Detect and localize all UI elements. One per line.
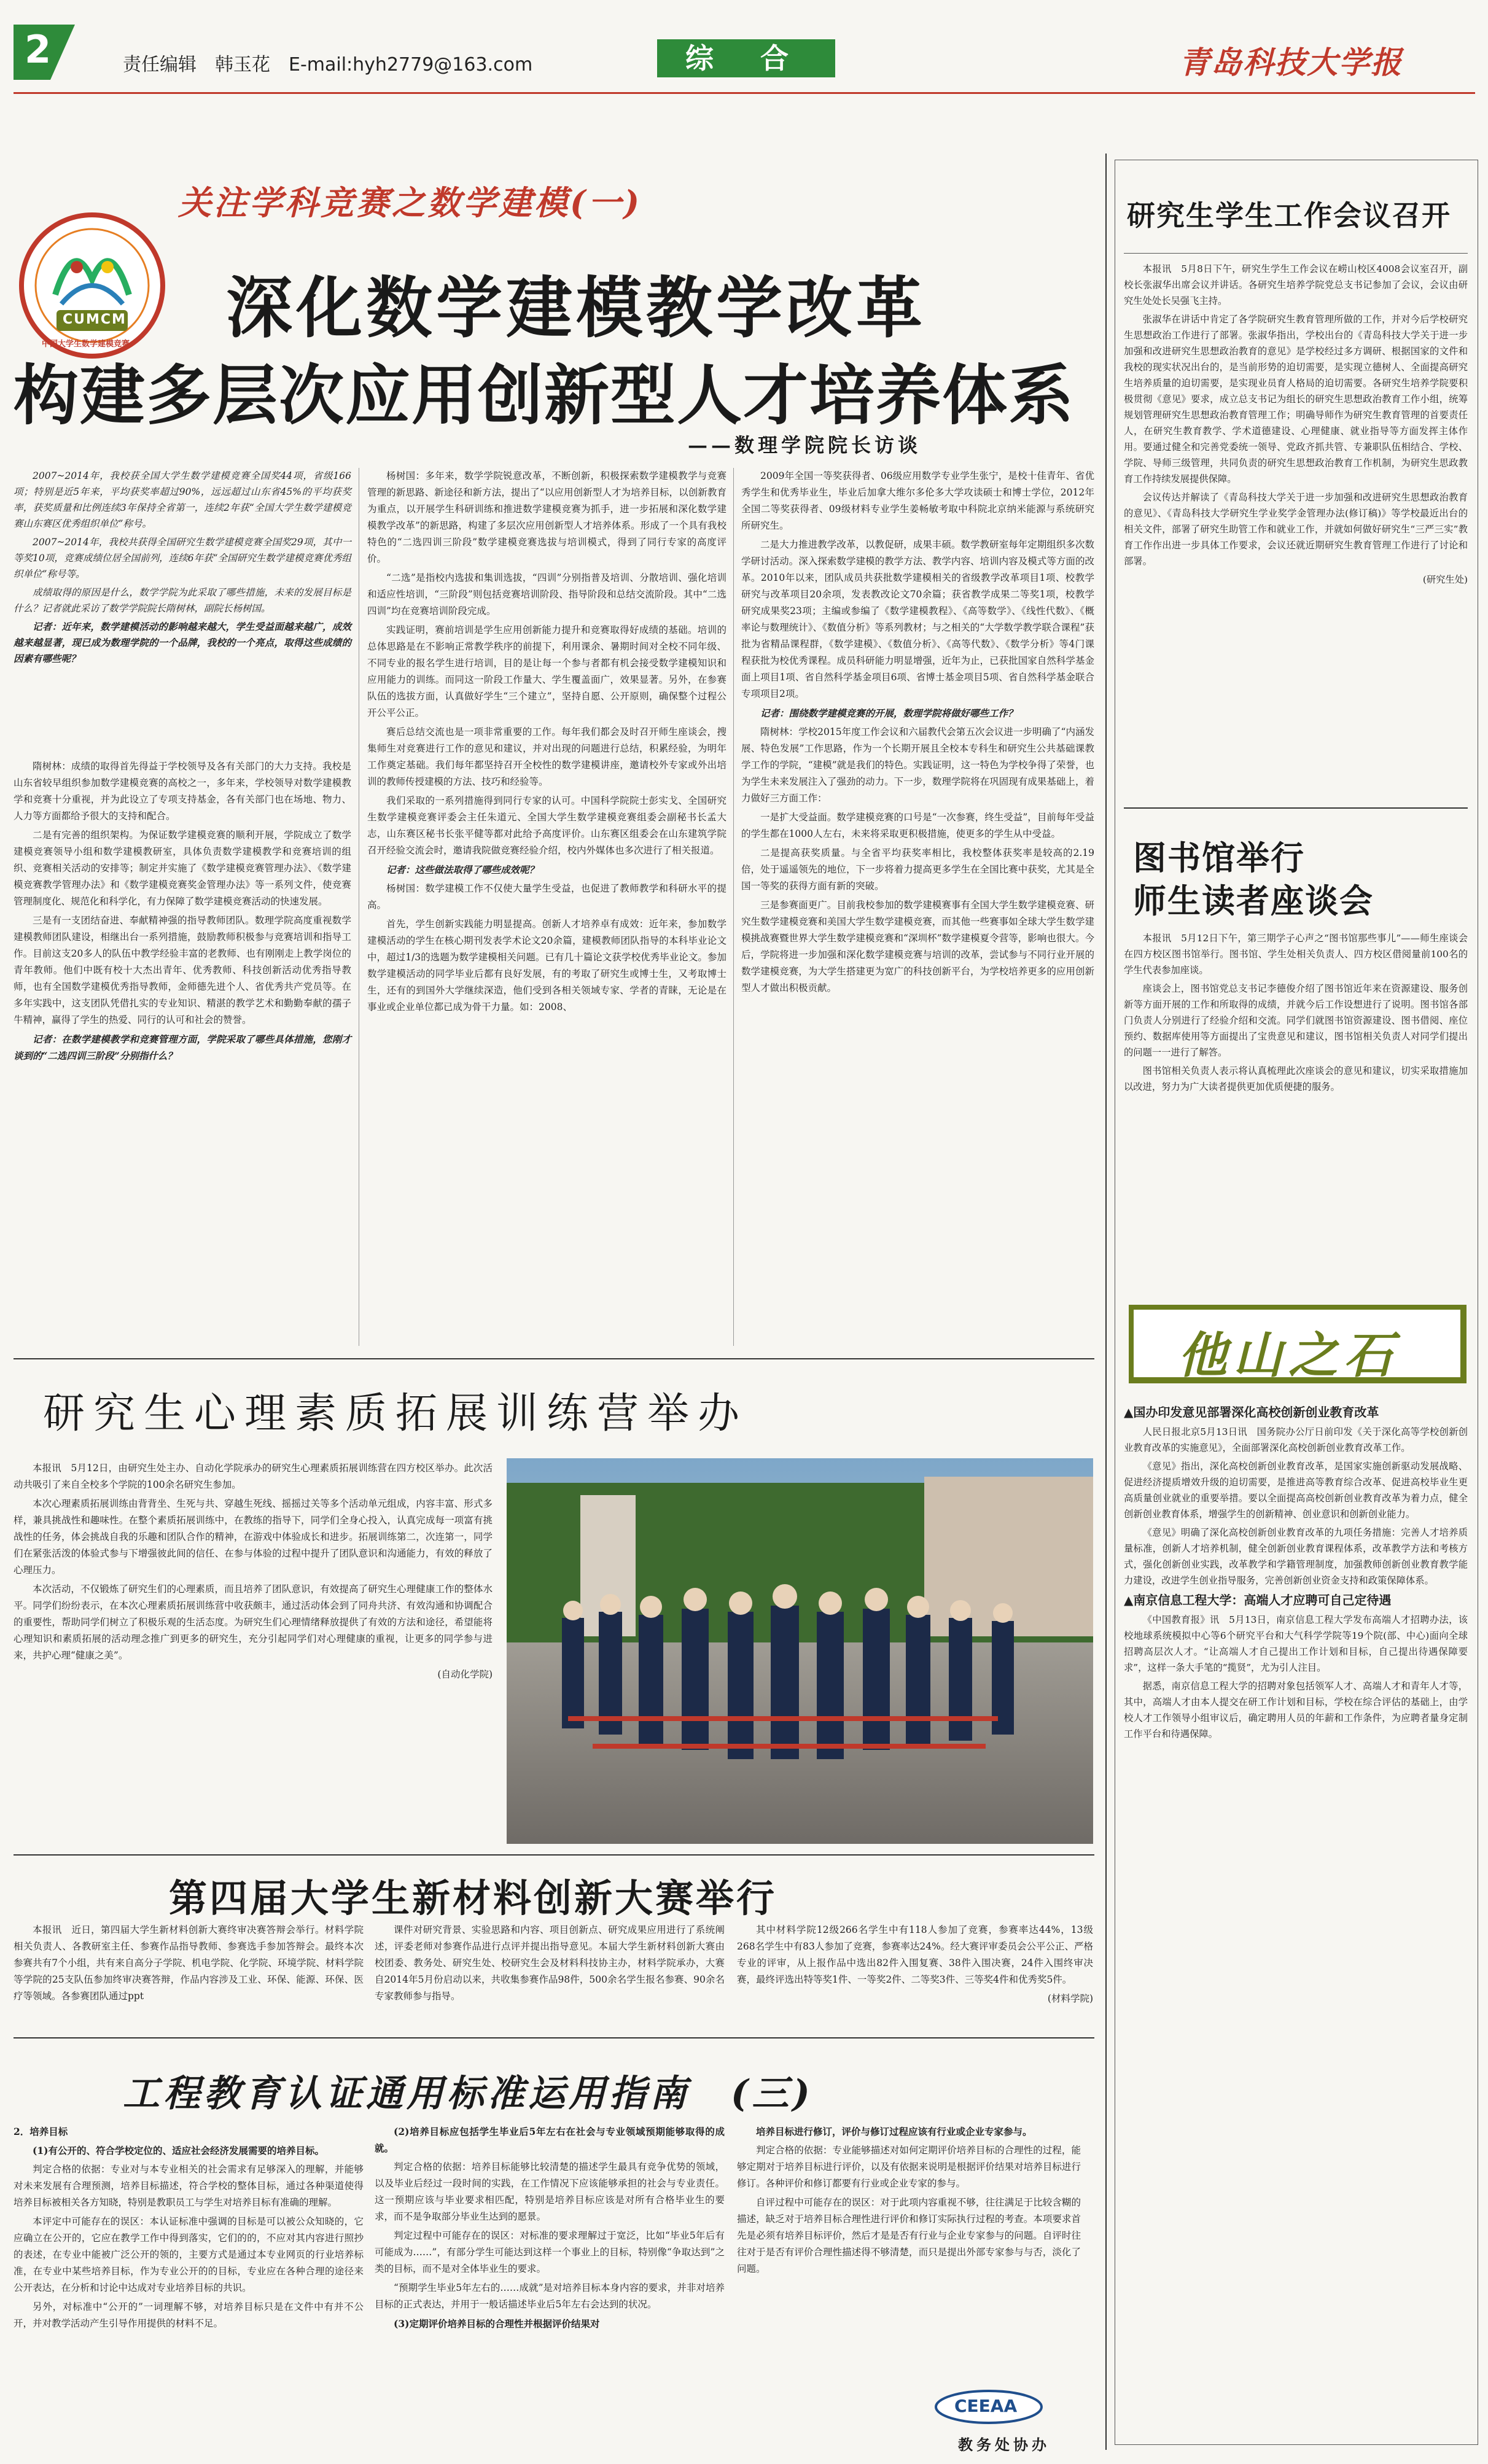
feature-title-2: 构建多层次应用创新型人才培养体系 xyxy=(14,357,1075,433)
ceeaa-logo xyxy=(933,2388,1044,2425)
col2-p6: 杨树国：数学建模工作不仅使大量学生受益，也促进了教师教学和科研水平的提高。 xyxy=(367,883,726,911)
sidebar-divider xyxy=(1105,154,1107,2450)
col1-p1: 隋树林：成绩的取得首先得益于学校领导及各有关部门的大力支持。我校是山东省较早组织参加数学建模竞赛的高校之一，多年来，学校领导对数学建模教学和竞赛十分重视，并为此设立了专项支持基金，各有关部门也在场地、物力、人力等方面都给予很大的支持和配合。 xyxy=(14,761,351,822)
cumcm-logo xyxy=(18,212,166,359)
intro-p1: 2007~2014年，我校获全国大学生数学建模竞赛全国奖44项，省级166项；特别是近5年来，平均获奖率超过90%，远远超过山东省45%的平均获奖率，获奖质量和比例连续3年保持全省第一，连续2年获“全国大学生数学建模竞赛山东赛区优秀组织单位”称号。 xyxy=(14,470,351,529)
col2-p5: 我们采取的一系列措施得到同行专家的认可。中国科学院院士彭实戈、全国研究生数学建模竞赛评委会主任朱道元、全国大学生数学建模竞赛组委会副秘书长孟大志，山东赛区秘书长张平健等都对此给予高度评价。山东赛区组委会在山东建筑学院召开经验交流会时，邀请我院做竞赛经验介绍，校内外媒体也多次进行了相关报道。 xyxy=(367,795,726,856)
news-1-body: 人民日报北京5月13日讯 国务院办公厅日前印发《关于深化高等学校创新创业教育改革的实施意见》，全面部署深化高校创新创业教育改革工作。 xyxy=(1124,1426,1468,1453)
col2-p7: 首先，学生创新实践能力明显提高。创新人才培养卓有成效：近年来，参加数学建模活动的学生在核心期刊发表学术论文20余篇，建模教师团队指导的本科毕业论文中，超过1/3的选题为数学建模相关问题。已有几十篇论文获学校优秀毕业论文。参加数学建模活动的同学毕业后都有良好发展，有的考取了研究生或博士生，又考取博士生，还有的到国外大学继续深造，他们受到各相关领域专家、学者的青睐，无论是在事业或企业单位都已成为骨干力量。如：2008、 xyxy=(367,919,726,1012)
ceeaa-text: CEEAA xyxy=(954,2396,1018,2416)
feature-col2 xyxy=(367,468,726,1018)
col3-p5: 二是提高获奖质量。与全省平均获奖率相比，我校整体获奖率是较高的2.19倍，处于遥遥领先的地位，下一步将着力提高更多学生在全国比赛中获奖，尤其是全国一等奖的获得方面有新的突破。 xyxy=(741,847,1094,892)
grad-body xyxy=(1124,261,1468,590)
psych-p2: 本次心理素质拓展训练由背背坐、生死与共、穿越生死线、摇摇过关等多个活动单元组成，内容丰富、形式多样，兼具挑战性和趣味性。在整个素质拓展训练中，在教练的指导下，同学们全身心投入，认真完成每一项富有挑战性的任务，体会挑战自我的乐趣和团队合作的精神，在游戏中体验成长和进步。拓展训练第二，次连第一，同学们在紧张活泼的体验式参与下增强彼此间的信任、在参与体验的过程中提升了团队意识和沟通能力，有效的释放了心理压力。 xyxy=(14,1498,493,1576)
news-4-body: 《中国教育报》讯 5月13日，南京信息工程大学发布高端人才招聘办法，该校地球系统模拟中心等6个研究平台和大气科学学院等19个院(部、中心)面向全球招聘高层次人才。“让高端人才自己提出工作计划和目标，自己提出待遇保障要求”，这样一条大手笔的“揽贤”，尤为引人注目。 xyxy=(1124,1614,1468,1673)
intro-p2: 2007~2014年，我校共获得全国研究生数学建模竞赛全国奖29项，其中一等奖10项，竞赛成绩位居全国前列，连续6年获“全国研究生数学建模竞赛优秀组织单位”称号等。 xyxy=(14,537,351,580)
col3-p6: 三是参赛面更广。目前我校参加的数学建模赛事有全国大学生数学建模竞赛、研究生数学建模竞赛和美国大学生数学建模竞赛，而其他一些赛事如全球大学生数学建模挑战赛暨世界大学生数学建模竞赛和“深圳杯”数学建模夏令营等，影响也很大。今后，学院将进一步加强和深化数学建模竞赛与培训的改革，尝试参与不同行业开展的数学建模竞赛，为大学生搭建更为宽广的科技创新平台，为学校培养更多的应用创新型人才做出积极贡献。 xyxy=(741,900,1094,993)
news-4-headline: ▲南京信息工程大学：高端人才应聘可自己定待遇 xyxy=(1124,1593,1392,1607)
eng2-p5: (3)定期评价培养目标的合理性并根据评价结果对 xyxy=(394,2318,600,2330)
library-title-2: 师生读者座谈会 xyxy=(1133,881,1374,920)
psych-top-rule xyxy=(14,1358,1094,1359)
materials-top-rule xyxy=(14,1854,1094,1856)
eng3-p2: 判定合格的依据：专业能够描述对如何定期评价培养目标的合理性的过程，能够定期对于培养目标进行评价，以及有依据来说明是根据评价结果对培养目标进行修订。各种评价和修订都要有行业或企业专家的参与。 xyxy=(737,2145,1081,2189)
eng3-p1: 培养目标进行修订，评价与修订过程应该有行业或企业专家参与。 xyxy=(756,2126,1032,2137)
grad-p2: 张淑华在讲话中肯定了各学院研究生教育管理所做的工作，并对今后学校研究生思想政治工作进行了部署。张淑华指出，学校出台的《青岛科技大学关于进一步加强和改进研究生思想政治教育的意见》是学校经过多方调研、根据国家的文件和我校的现实状况出台的，是当前形势的迫切需要，是实现立德树人、全面提高研究生培养质量的迫切需要，是实现业员育人格局的迫切需要。各研究生培养学院要积极贯彻《意见》要求，成立总支书记为组长的研究生思想政治教育工作小组，统筹规划管理研究生思想政治教育管理工作；明确导师作为研究生教育管理的首要责任人，在研究生教育教学、学术道德建设、心理健康、就业指导等方面发挥主体作用。要通过健全和完善党委统一领导、党政齐抓共管、专兼职队伍相结合、学校、学院、导师三级管理，共同负责的研究生思想政治教育工作机制，为研究生思政教育工作持续发展提供保障。 xyxy=(1124,314,1468,484)
eng1-p2: 判定合格的依据：专业对与本专业相关的社会需求有足够深入的理解，并能够对未来发展有合理预测，培养目标描述，符合学校的整体目标，通过各种渠道使得培养目标被相关各方知晓，特别是教职员工与学生对培养目标有准确的理解。 xyxy=(14,2164,364,2208)
engineering-credit: 教务处协办 xyxy=(958,2436,1050,2454)
col3-p4: 一是扩大受益面。数学建模竞赛的口号是“一次参赛，终生受益”，目前每年受益的学生都在1000人左右，未来将采取更积极措施，使更多的学生从中受益。 xyxy=(741,812,1094,839)
intro-question: 记者：近年来，数学建模活动的影响越来越大，学生受益面越来越广，成效越来越显著，现已成为数理学院的一个品牌，我校的一个亮点，取得这些成绩的因素有哪些呢？ xyxy=(14,621,351,664)
eng2-p2: 判定合格的依据：培养目标能够比较清楚的描述学生最具有竞争优势的领域，以及毕业后经过一段时间的实践，在工作情况下应该能够承担的社会与专业责任。这一预期应该与毕业要求相匹配，特别是培养目标应该是对所有合格毕业生的要求，而不是争取部分毕业生达到的愿景。 xyxy=(375,2161,725,2222)
news-list xyxy=(1124,1403,1468,1744)
banner-other-mountain xyxy=(1129,1305,1467,1383)
materials-p1: 本报讯 近日，第四届大学生新材料创新大赛终审决赛答辩会举行。材料学院相关负责人、各教研室主任、参赛作品指导教师、参赛选手参加答辩会。最终本次参赛共有7个小组，共有来自高分子学院、机电学院、化学院、环境学院、材料学院等学院的25支队伍参加终审决赛答辩，作品内容涉及工业、环保、能源、环保、医疗等领域。各参赛团队通过ppt xyxy=(14,1924,364,2002)
feature-intro xyxy=(14,468,351,669)
col1-p3: 三是有一支团结奋进、奉献精神强的指导教师团队。数理学院高度重视数学建模教师团队建设，相继出台一系列措施，鼓励教师积极参与竞赛培训和指导工作。目前这支20多人的队伍中教学经验丰富的老教师、也有刚刚走上教学岗位的青年教师。他们中既有校十大杰出青年、优秀教师、科技创新活动优秀指导教师，也有全国数学建模优秀指导教师，金师德先进个人、省优秀共产党员等。在多年实践中，这支团队凭借扎实的专业知识、精湛的教学艺术和勤勤奉献的孺子牛精神，赢得了学生的热爱、同行的认可和社会的赞誉。 xyxy=(14,915,351,1025)
psych-p3: 本次活动，不仅锻炼了研究生们的心理素质，而且培养了团队意识，有效提高了研究生心理健康工作的整体水平。同学们纷纷表示，在本次心理素质拓展训练营中收获颇丰，通过活动体会到了同舟共济、有效沟通和协调配合的重要性，帮助同学们树立了积极乐观的生活态度。为研究生们心理情绪释放提供了有效的方法和途径，希望能将心理知识和素质拓展的活动理念推广到更多的研究生，充分引起同学们对心理健康的重视，让更多的同学参与进来，共护心理“健康之美”。 xyxy=(14,1584,493,1661)
col1-question: 记者：在数学建模教学和竞赛管理方面，学院采取了哪些具体措施，您刚才谈到的“二选四训三阶段”分别指什么？ xyxy=(14,1033,351,1062)
grad-credit: (研究生处) xyxy=(1422,574,1468,585)
grad-title: 研究生学生工作会议召开 xyxy=(1127,199,1451,232)
eng1-h: 2．培养目标 xyxy=(14,2126,68,2137)
masthead: 青岛科技大学报 xyxy=(1179,44,1403,80)
eng3-p3: 自评过程中可能存在的误区：对于此项内容重视不够，往往满足于比较含糊的描述，缺乏对于培养目标合理性进行评价和修订实际执行过程的考查。本项要求首先是必须有培养目标评价，然后才是是否有行业与企业专家参与的问题。自评时往往对于是否有评价合理性描述得不够清楚，而只是提出外部专家参与与否，淡化了问题。 xyxy=(737,2197,1081,2274)
logo-text: CUMCM xyxy=(63,312,127,327)
engineering-col2 xyxy=(375,2123,725,2334)
materials-credit: (材料学院) xyxy=(1047,1993,1093,2004)
feature-subtitle: ——数理学院院长访谈 xyxy=(688,433,922,457)
library-p3: 图书馆相关负责人表示将认真梳理此次座谈会的意见和建议，切实采取措施加以改进，努力为广大读者提供更加优质便捷的服务。 xyxy=(1124,1065,1468,1092)
news-3-body: 《意见》明确了深化高校创新创业教育改革的九项任务措施：完善人才培养质量标准，创新人才培养机制，健全创新创业教育课程体系，改革教学方法和考核方式，强化创新创业实践，改革教学和学籍管理制度，加强教师创新创业教育教学能力建设，改进学生创业指导服务，完善创新创业资金支持和政策保障体系。 xyxy=(1124,1527,1468,1586)
kicker: 关注学科竞赛之数学建模(一) xyxy=(178,183,642,222)
eng1-p4: 另外，对标准中“公开的”一词理解不够，对培养目标只是在文件中有并不公开，并对教学活动产生引导作用提供的材料不足。 xyxy=(14,2301,364,2329)
col1-p2: 二是有完善的组织架构。为保证数学建模竞赛的顺利开展，学院成立了数学建模竞赛领导小组和数学建模教研室，具体负责数学建模教学和竞赛培训的组织、竞赛相关活动的安排等；制定并实施了《数学建模竞赛管理办法》、《数学建模竞赛教学管理办法》和《数学建模竞赛奖金管理办法》等一系列文件，使竞赛管理制度化、规范化和科学化，有力保障了数学建模竞赛活动的快速发展。 xyxy=(14,830,351,907)
news-5-body: 据悉，南京信息工程大学的招聘对象包括领军人才、高端人才和青年人才等，其中，高端人才由本人提交在研工作计划和目标，学校在综合评估的基础上，由学校人才工作领导小组审议后，确定聘用人员的年薪和工作条件，为应聘者量身定制工作平台和待遇保障。 xyxy=(1124,1681,1468,1739)
col2-p4: 赛后总结交流也是一项非常重要的工作。每年我们都会及时召开师生座谈会，搜集师生对竞赛进行工作的意见和建议，并对出现的问题进行总结，积累经验，为明年工作奠定基础。我们每年都坚持召开全校性的数学建模讲座，邀请校外专家或外出培训的教师传授建模的方法、技巧和经验等。 xyxy=(367,726,726,787)
feature-title-1: 深化数学建模教学改革 xyxy=(226,270,927,347)
grad-p1: 本报讯 5月8日下午，研究生学生工作会议在崂山校区4008会议室召开，副校长张淑华出席会议并讲话。各研究生培养学院党总支书记参加了会议，会议由研究生处处长吴强飞主持。 xyxy=(1124,263,1468,306)
page-number: 2 xyxy=(25,27,52,72)
psych-title: 研究生心理素质拓展训练营举办 xyxy=(43,1389,749,1438)
engineering-col3 xyxy=(737,2123,1081,2280)
col3-question: 记者：围绕数学建模竞赛的开展，数理学院将做好哪些工作？ xyxy=(760,707,1018,719)
page-number-badge xyxy=(14,25,75,80)
eng2-p4: “预期学生毕业5年左右的……成就”是对培养目标本身内容的要求，并非对培养目标的正式表达，并用于一般话描述毕业后5年左右会达到的状况。 xyxy=(375,2282,725,2310)
eng1-p1: (1)有公开的、符合学校定位的、适应社会经济发展需要的培养目标。 xyxy=(33,2145,324,2156)
logo-ring-text: 中国大学生数学建模竞赛 xyxy=(42,340,130,349)
materials-col2 xyxy=(375,1922,725,2007)
materials-p2: 课件对研究背景、实验思路和内容、项目创新点、研究成果应用进行了系统阐述，评委老师对参赛作品进行点评并提出指导意见。本届大学生新材料创新大赛由校团委、教务处、研究生处、校研究生会及材料科技协主办，材料学院承办，大赛自2014年5月份启动以来，共收集参赛作品98件，500余名学生报名参赛、90余名专家教师参与指导。 xyxy=(375,1924,725,2002)
materials-col3 xyxy=(737,1922,1093,2010)
col2-question: 记者：这些做法取得了哪些成效呢？ xyxy=(386,864,539,876)
news-1-headline: ▲国办印发意见部署深化高校创新创业教育改革 xyxy=(1124,1405,1379,1420)
engineering-top-rule xyxy=(14,2037,1094,2038)
col2-p2: “二选”是指校内选拔和集训选拔，“四训”分别指普及培训、分散培训、强化培训和适应性培训，“三阶段”则包括竞赛培训阶段、指导阶段和总结交流阶段。其中“二选四训”均在竞赛培训阶段完成。 xyxy=(367,572,726,616)
library-top-rule xyxy=(1124,807,1468,809)
col3-p3: 隋树林：学校2015年度工作会议和六届教代会第五次会议进一步明确了“内涵发展、特色发展”工作思路，作为一个长期开展且全校本专科生和研究生公共基础课教学工作的学院，“建模”就是我们的特色。实践证明，这一特色为学校争得了荣誉，也为学生未来发展注入了强劲的动力。下一步，数理学院将在巩固现有成果基础上，着力做好三方面工作： xyxy=(741,726,1094,804)
materials-col1 xyxy=(14,1922,364,2007)
feature-col3 xyxy=(741,468,1094,999)
intro-p3: 成绩取得的原因是什么，数学学院为此采取了哪些措施，未来的发展目标是什么？记者就此采访了数学学院院长隋树林，副院长杨树国。 xyxy=(14,587,351,614)
psych-body xyxy=(14,1460,493,1685)
grad-p3: 会议传达并解读了《青岛科技大学关于进一步加强和改进研究生思想政治教育的意见》、《青岛科技大学研究生学业奖学金管理办法(修订稿)》等学校最近出台的相关文件，部署了研究生助管工作和就业工作，并就如何做好研究生“三严三实”教育工作作出进一步具体工作要求，会议还就近期研究生教育管理工作进行了讨论和部署。 xyxy=(1124,492,1468,567)
editor-line: 责任编辑 韩玉花 E-mail:hyh2779@163.com xyxy=(123,54,533,76)
engineering-col1 xyxy=(14,2123,364,2334)
library-p2: 座谈会上，图书馆党总支书记李德俊介绍了图书馆近年来在资源建设、服务创新等方面开展的工作和所取得的成绩，并就今后工作设想进行了说明。图书馆各部门负责人分别进行了经验介绍和交流。同学们就图书馆资源建设、图书借阅、座位预约、数据库使用等方面提出了宝贵意见和建议，图书馆相关负责人对同学们提出的问题一一进行了解答。 xyxy=(1124,983,1468,1058)
header-rule xyxy=(14,92,1475,94)
eng2-p3: 判定过程中可能存在的误区：对标准的要求理解过于宽泛，比如“毕业5年后有可能成为……”，有部分学生可能达到这样一个事业上的目标，特别像“争取达到”之类的目标，而不是对全体毕业生的要求。 xyxy=(375,2230,725,2274)
banner-text: 他山之石 xyxy=(1178,1326,1399,1384)
materials-title: 第四届大学生新材料创新大赛举行 xyxy=(169,1876,777,1921)
col3-p1: 2009年全国一等奖获得者、06级应用数学专业学生张宁，是校十佳青年、省优秀学生和优秀毕业生，毕业后加拿大维尔多伦多大学攻读硕士和博士学位，2012年全国二等奖获得者、09级材料专业学生姜畅敏考取中科院北京纳米能源与系统研究所研究生。 xyxy=(741,470,1094,531)
grad-title-rule xyxy=(1124,253,1468,254)
col3-p2: 二是大力推进教学改革，以教促研，成果丰硕。数学教研室每年定期组织多次数学研讨活动。深入探索数学建模的教学方法、教学内容、培训内容及模式等方面的改革。2010年以来，团队成员共获批数学建模相关的省级教学改革项目1项、校教学研究与改革项目20余项，发表教改论文70余篇；获省教学成果二等奖1项，校教学研究成果奖23项；主编或参编了《数学建模教程》、《高等数学》、《线性代数》、《概率论与数理统计》、《数值分析》等系列教材；与之相关的“大学数学教学联合课程”获批为省精品课程群，《数学建模》、《数值分析》、《高等代数》、《数学分析》等4门课程获批为校优秀课程。成员科研能力明显增强，近年为止，已获批国家自然科学基金面上项目1项、省自然科学基金项目6项、省博士基金项目5项、省自然科学基金联合专项项目2项。 xyxy=(741,539,1094,699)
section-label: 综 合 xyxy=(657,39,835,77)
feature-col1 xyxy=(14,758,351,1067)
feature-col-divider-2 xyxy=(733,468,734,1346)
psych-p1: 本报讯 5月12日，由研究生处主办、自动化学院承办的研究生心理素质拓展训练营在四方校区举办。此次活动共吸引了来自全校多个学院的100余名研究生参加。 xyxy=(14,1463,493,1490)
materials-p3: 其中材料学院12级266名学生中有118人参加了竞赛，参赛率达44%，13级268名学生中有83人参加了竞赛，参赛率达24%。经大赛评审委员会公平公正、严格专业的评审，从上报作品中选出82件入围复赛、38件入围决赛，24件入围终审决赛，最终评选出特等奖1件、一等奖2件、二等奖3件、三等奖4件和优秀奖5件。 xyxy=(737,1924,1093,1985)
library-title-1: 图书馆举行 xyxy=(1133,838,1305,877)
eng1-p3: 本评定中可能存在的误区：本认证标准中强调的目标是可以被公众知晓的，它应确立在公开的，它应在教学工作中得到落实，它们的的，不应对其内容进行照抄的表述，在专业中能被广泛公开的领的，主要方式是通过本专业网页的行业培养标准，在专业中某些培养目标，作为专业公开的的目标，专业应在各种合理的途径来公开表达，在分析和讨论中达成对专业培养目标的共识。 xyxy=(14,2216,364,2293)
psych-credit: (自动化学院) xyxy=(437,1669,493,1680)
eng2-p1: (2)培养目标应包括学生毕业后5年左右在社会与专业领域预期能够取得的成就。 xyxy=(375,2126,725,2154)
news-2-body: 《意见》指出，深化高校创新创业教育改革，是国家实施创新驱动发展战略、促进经济提质增效升级的迫切需要，是推进高等教育综合改革、促进高校毕业生更高质量创业就业的重要举措。要以全面提高高校创新创业教育改革为着力点，健全创新创业教育体系，增强学生的创新精神、创业意识和创新创业能力。 xyxy=(1124,1461,1468,1520)
col2-p3: 实践证明，赛前培训是学生应用创新能力提升和竞赛取得好成绩的基础。培训的总体思路是在不影响正常教学秩序的前提下，利用课余、暑期时间对全校不同年级、不同专业的报名学生进行培训，目的是让每一个参与者都有机会接受数学建模知识和应用能力的训练。而同这一阶段工作量大、学生覆盖面广，效果显著。另外，在参赛队伍的选拔方面，认真做好学生“三个建立”，坚持自愿、公开原则，确保整个过程公开公平公正。 xyxy=(367,624,726,718)
library-p1: 本报讯 5月12日下午，第三期学子心声之“图书馆那些事儿”——师生座谈会在四方校区图书馆举行。图书馆、学生处相关负责人、四方校区借阅量前100名的学生代表参加座谈。 xyxy=(1124,933,1468,976)
engineering-title: 工程教育认证通用标准运用指南 (三) xyxy=(123,2072,814,2115)
col2-p1: 杨树国：多年来，数学学院锐意改革，不断创新，积极探索数学建模教学与竞赛管理的新思路、新途径和新方法，提出了“以应用创新型人才为培养目标，以创新教育为重点，以开展学生科研训练和推进数学建模竞赛为抓手，进一步拓展和深化数学建模教学改革”的新思路，构建了多层次应用创新型人才培养体系。形成了一个具有我校特色的“二选四训三阶段”数学建模竞赛选拔与培训模式，得到了同行专家的高度评价。 xyxy=(367,470,726,564)
library-body xyxy=(1124,930,1468,1097)
psych-photo xyxy=(507,1458,1093,1844)
